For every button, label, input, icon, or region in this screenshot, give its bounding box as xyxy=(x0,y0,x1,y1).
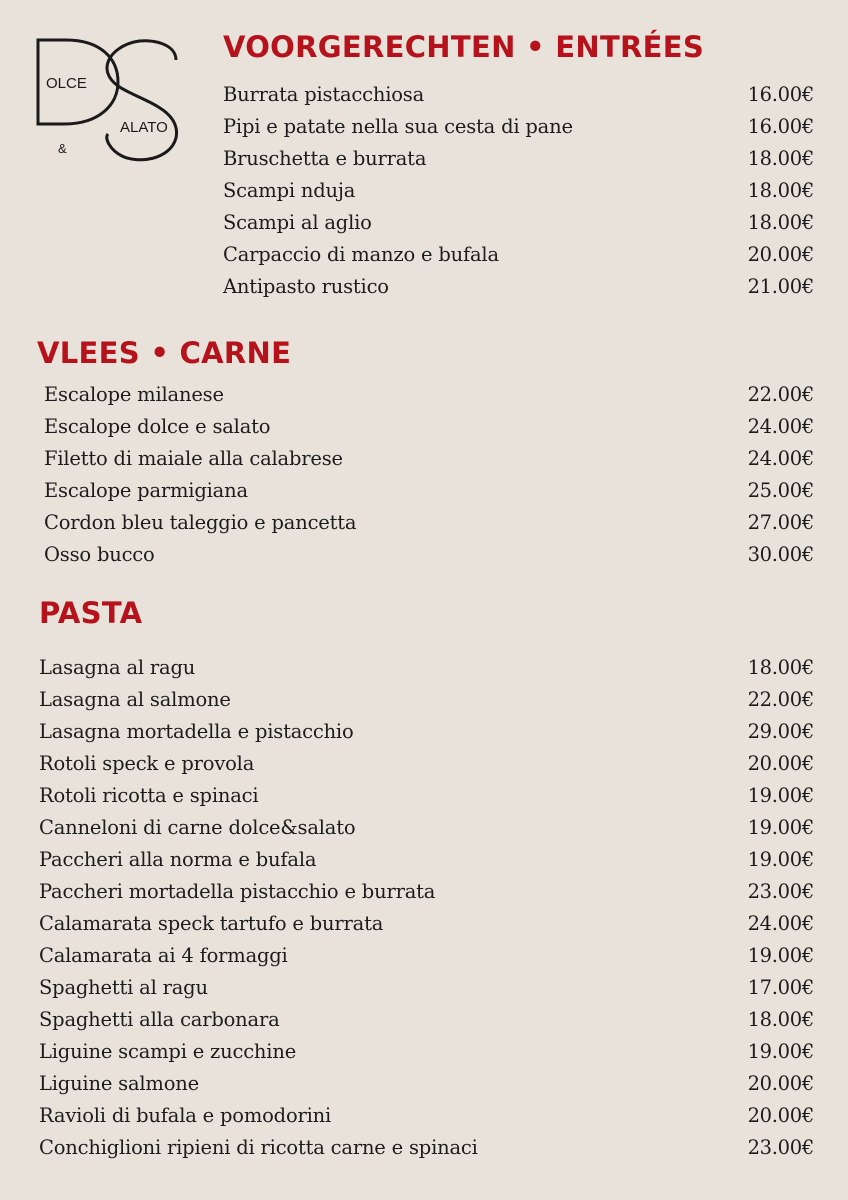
menu-item xyxy=(39,940,814,972)
item-price: 19.00€ xyxy=(747,1040,814,1063)
item-name: Spaghetti al ragu xyxy=(39,976,208,999)
menu-item xyxy=(44,475,814,507)
item-name: Lasagna al salmone xyxy=(39,688,231,711)
item-name: Liguine scampi e zucchine xyxy=(39,1040,297,1063)
item-name: Lasagna mortadella e pistacchio xyxy=(39,720,354,743)
item-name: Carpaccio di manzo e bufala xyxy=(223,243,499,266)
menu-item xyxy=(223,79,814,111)
item-name: Cordon bleu taleggio e pancetta xyxy=(44,511,357,534)
item-name: Osso bucco xyxy=(44,543,155,566)
menu-item xyxy=(39,812,814,844)
item-name: Escalope milanese xyxy=(44,383,224,406)
item-price: 23.00€ xyxy=(747,1136,814,1159)
menu-item xyxy=(223,175,814,207)
menu-item xyxy=(39,1004,814,1036)
menu-item xyxy=(223,239,814,271)
item-price: 24.00€ xyxy=(747,912,814,935)
item-name: Pipi e patate nella sua cesta di pane xyxy=(223,115,573,138)
item-name: Canneloni di carne dolce&salato xyxy=(39,816,356,839)
menu-item xyxy=(39,652,814,684)
item-name: Calamarata ai 4 formaggi xyxy=(39,944,288,967)
item-name: Conchiglioni ripieni di ricotta carne e spinaci xyxy=(39,1136,478,1159)
item-price: 17.00€ xyxy=(747,976,814,999)
item-name: Ravioli di bufala e pomodorini xyxy=(39,1104,332,1127)
item-price: 22.00€ xyxy=(747,688,814,711)
item-name: Scampi al aglio xyxy=(223,211,372,234)
item-price: 18.00€ xyxy=(747,1008,814,1031)
section-title-vlees: VLEES • CARNE xyxy=(37,336,292,370)
menu-item xyxy=(39,908,814,940)
section-title-pasta: PASTA xyxy=(39,596,143,630)
item-price: 21.00€ xyxy=(747,275,814,298)
item-price: 19.00€ xyxy=(747,816,814,839)
item-price: 24.00€ xyxy=(747,447,814,470)
menu-item xyxy=(39,972,814,1004)
item-price: 30.00€ xyxy=(747,543,814,566)
dolce-salato-logo-icon xyxy=(34,38,184,168)
menu-item xyxy=(44,379,814,411)
item-name: Liguine salmone xyxy=(39,1072,199,1095)
item-price: 18.00€ xyxy=(747,179,814,202)
item-price: 20.00€ xyxy=(747,243,814,266)
item-name: Bruschetta e burrata xyxy=(223,147,427,170)
item-name: Rotoli speck e provola xyxy=(39,752,255,775)
item-price: 19.00€ xyxy=(747,848,814,871)
item-name: Calamarata speck tartufo e burrata xyxy=(39,912,384,935)
menu-item xyxy=(39,1100,814,1132)
item-price: 19.00€ xyxy=(747,944,814,967)
menu-item xyxy=(39,748,814,780)
menu-item xyxy=(223,111,814,143)
item-price: 16.00€ xyxy=(747,115,814,138)
menu-item xyxy=(44,539,814,571)
menu-item xyxy=(39,844,814,876)
section-title-voorgerechten: VOORGERECHTEN • ENTRÉES xyxy=(223,30,705,64)
menu-item xyxy=(39,1036,814,1068)
menu-item xyxy=(223,207,814,239)
item-price: 18.00€ xyxy=(747,656,814,679)
item-price: 23.00€ xyxy=(747,880,814,903)
logo-ampersand: & xyxy=(58,141,67,156)
restaurant-logo xyxy=(34,38,184,168)
menu-item xyxy=(44,507,814,539)
menu-item xyxy=(44,411,814,443)
menu-list-voorgerechten xyxy=(223,79,814,303)
item-name: Lasagna al ragu xyxy=(39,656,196,679)
item-price: 19.00€ xyxy=(747,784,814,807)
menu-item xyxy=(223,271,814,303)
menu-list-pasta xyxy=(39,652,814,1164)
item-name: Burrata pistacchiosa xyxy=(223,83,425,106)
menu-item xyxy=(39,716,814,748)
item-name: Escalope dolce e salato xyxy=(44,415,271,438)
logo-word-olce: OLCE xyxy=(46,75,87,92)
logo-word-alato: ALATO xyxy=(120,119,168,136)
item-price: 24.00€ xyxy=(747,415,814,438)
item-name: Paccheri mortadella pistacchio e burrata xyxy=(39,880,436,903)
item-price: 20.00€ xyxy=(747,1072,814,1095)
menu-item xyxy=(39,876,814,908)
menu-item xyxy=(44,443,814,475)
item-price: 18.00€ xyxy=(747,211,814,234)
item-price: 20.00€ xyxy=(747,1104,814,1127)
item-name: Antipasto rustico xyxy=(223,275,389,298)
menu-item xyxy=(39,1068,814,1100)
item-price: 27.00€ xyxy=(747,511,814,534)
item-price: 20.00€ xyxy=(747,752,814,775)
menu-list-vlees xyxy=(44,379,814,571)
item-name: Rotoli ricotta e spinaci xyxy=(39,784,259,807)
item-price: 25.00€ xyxy=(747,479,814,502)
menu-item xyxy=(39,684,814,716)
menu-item xyxy=(39,1132,814,1164)
item-name: Filetto di maiale alla calabrese xyxy=(44,447,343,470)
item-price: 29.00€ xyxy=(747,720,814,743)
menu-item xyxy=(39,780,814,812)
item-name: Spaghetti alla carbonara xyxy=(39,1008,280,1031)
item-name: Paccheri alla norma e bufala xyxy=(39,848,317,871)
item-price: 18.00€ xyxy=(747,147,814,170)
item-price: 22.00€ xyxy=(747,383,814,406)
item-name: Escalope parmigiana xyxy=(44,479,248,502)
item-price: 16.00€ xyxy=(747,83,814,106)
item-name: Scampi nduja xyxy=(223,179,356,202)
menu-item xyxy=(223,143,814,175)
